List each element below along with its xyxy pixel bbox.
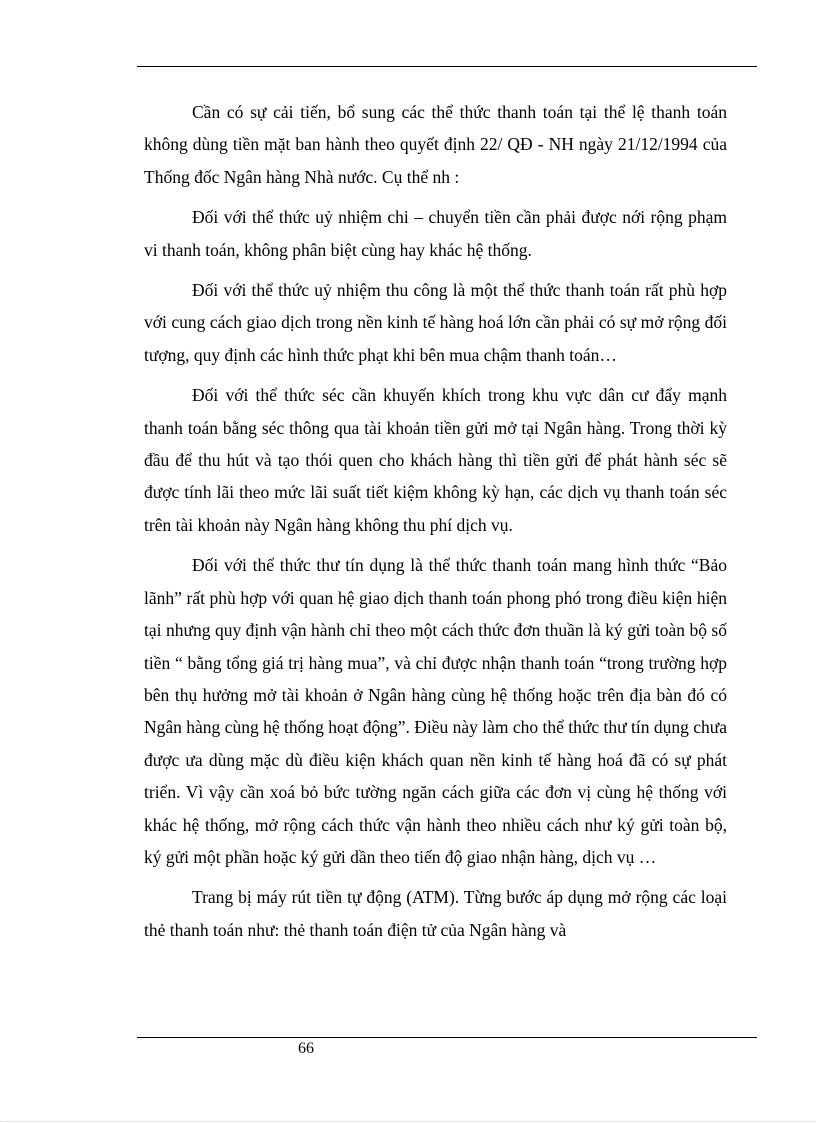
paragraph-5: Đối với thể thức thư tín dụng là thể thức thanh toán mang hình thức “Bảo lãnh” rất phù hợp với quan hệ giao dịch thanh toán phong phó trong điều kiện hiện tại nhưng quy định vận hành chỉ theo một cách thức đơn thuần là ký gửi toàn bộ số tiền “ bằng tổng giá trị hàng mua”, và chỉ được nhận thanh toán “trong trường hợp bên thụ hưởng mở tài khoản ở Ngân hàng cùng hệ thống hoặc trên địa bàn đó có Ngân hàng cùng hệ thống hoạt động”. Điều này làm cho thể thức thư tín dụng chưa được ưa dùng mặc dù điều kiện khách quan nền kinh tế hàng hoá đã có sự phát triển. Vì vậy cần xoá bỏ bức tường ngăn cách giữa các đơn vị cùng hệ thống với khác hệ thống, mở rộng cách thức vận hành theo nhiều cách như ký gửi toàn bộ, ký gửi một phần hoặc ký gửi dần theo tiến độ giao nhận hàng, dịch vụ … [144, 555, 727, 867]
paragraph-6: Trang bị máy rút tiền tự động (ATM). Từng bước áp dụng mở rộng các loại thẻ thanh toán như: thẻ thanh toán điện tử của Ngân hàng và [144, 887, 727, 940]
footer-rule [137, 1037, 757, 1038]
document-body [144, 96, 727, 954]
page-number: 66 [298, 1040, 314, 1057]
paragraph-2: Đối với thể thức uỷ nhiệm chi – chuyển tiền cần phải được nới rộng phạm vi thanh toán, không phân biệt cùng hay khác hệ thống. [144, 207, 727, 260]
paragraph-4: Đối với thể thức séc cần khuyến khích trong khu vực dân cư đẩy mạnh thanh toán bằng séc thông qua tài khoản tiền gửi mở tại Ngân hàng. Trong thời kỳ đầu để thu hút và tạo thói quen cho khách hàng thì tiền gửi để phát hành séc sẽ được tính lãi theo mức lãi suất tiết kiệm không kỳ hạn, các dịch vụ thanh toán séc trên tài khoản này Ngân hàng không thu phí dịch vụ. [144, 385, 727, 535]
paragraph-3: Đối với thể thức uỷ nhiệm thu công là một thể thức thanh toán rất phù hợp với cung cách giao dịch trong nền kinh tế hàng hoá lớn cần phải có sự mở rộng đối tượng, quy định các hình thức phạt khi bên mua chậm thanh toán… [144, 280, 727, 365]
header-rule [137, 66, 757, 67]
page-edge-divider [0, 1121, 816, 1122]
paragraph-1: Cần có sự cải tiến, bổ sung các thể thức thanh toán tại thể lệ thanh toán không dùng tiền mặt ban hành theo quyết định 22/ QĐ - NH ngày 21/12/1994 của Thống đốc Ngân hàng Nhà nước. Cụ thể nh : [144, 102, 727, 187]
